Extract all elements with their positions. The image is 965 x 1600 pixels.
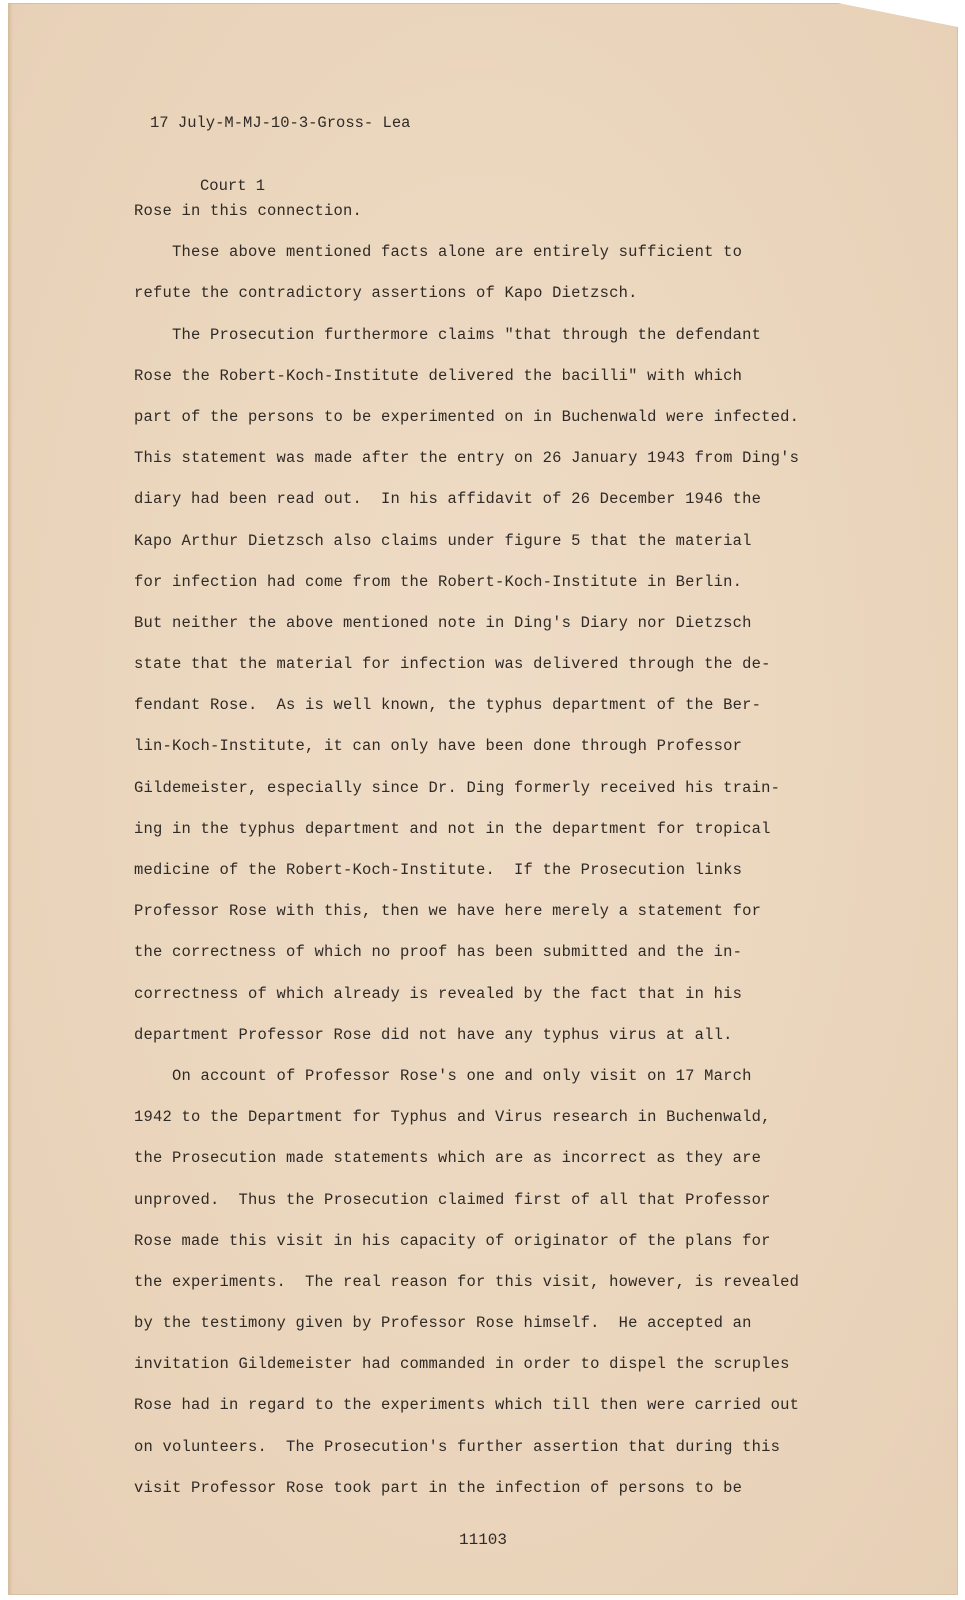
text-line: Rose in this connection.: [134, 202, 363, 220]
text-line: The Prosecution furthermore claims "that through the defendant: [134, 325, 762, 344]
torn-corner: [838, 3, 958, 27]
text-line: the experiments. The real reason for this visit, however, is revealed: [134, 1272, 800, 1291]
text-line: medicine of the Robert-Koch-Institute. If the Prosecution links: [134, 861, 743, 879]
text-line: unproved. Thus the Prosecution claimed first of all that Professor: [134, 1190, 771, 1209]
text-line: Rose had in regard to the experiments which till then were carried out: [134, 1396, 800, 1415]
text-line: These above mentioned facts alone are entirely sufficient to: [134, 243, 743, 262]
text-line: On account of Professor Rose's one and only visit on 17 March: [134, 1066, 752, 1085]
text-line: Professor Rose with this, then we have here merely a statement for: [134, 902, 762, 921]
text-line: lin-Koch-Institute, it can only have been done through Professor: [134, 737, 743, 756]
text-line: the Prosecution made statements which are as incorrect as they are: [134, 1149, 762, 1168]
text-line: fendant Rose. As is well known, the typhus department of the Ber-: [134, 696, 762, 715]
text-line: part of the persons to be experimented on in Buchenwald were infected.: [134, 407, 800, 426]
page-edge-shading: [8, 3, 13, 1595]
text-line: the correctness of which no proof has been submitted and the in-: [134, 943, 743, 962]
page-number: 11103: [458, 1531, 507, 1549]
text-line: visit Professor Rose took part in the infection of persons to be: [134, 1478, 743, 1497]
header-reference: 17 July-M-MJ-10-3-Gross- Lea: [150, 114, 411, 132]
text-line: department Professor Rose did not have any typhus virus at all.: [134, 1025, 733, 1044]
text-line: 1942 to the Department for Typhus and Virus research in Buchenwald,: [134, 1108, 771, 1127]
text-line: diary had been read out. In his affidavit of 26 December 1946 the: [134, 490, 762, 509]
header-court: Court 1: [200, 177, 266, 195]
text-line: This statement was made after the entry on 26 January 1943 from Ding's: [134, 449, 800, 468]
text-line: Gildemeister, especially since Dr. Ding formerly received his train-: [134, 778, 781, 797]
document-body: [134, 191, 954, 1509]
document-page: [8, 3, 958, 1595]
text-line: on volunteers. The Prosecution's further assertion that during this: [134, 1437, 781, 1456]
text-line: Rose made this visit in his capacity of originator of the plans for: [134, 1231, 771, 1250]
text-line: ing in the typhus department and not in the department for tropical: [134, 819, 771, 838]
text-line: refute the contradictory assertions of Kapo Dietzsch.: [134, 284, 638, 303]
text-line: for infection had come from the Robert-Koch-Institute in Berlin.: [134, 572, 743, 591]
text-line: correctness of which already is revealed by the fact that in his: [134, 984, 743, 1003]
text-line: But neither the above mentioned note in Ding's Diary nor Dietzsch: [134, 613, 752, 632]
text-line: state that the material for infection was delivered through the de-: [134, 655, 771, 674]
text-line: by the testimony given by Professor Rose himself. He accepted an: [134, 1314, 752, 1333]
text-line: Kapo Arthur Dietzsch also claims under figure 5 that the material: [134, 531, 752, 550]
text-line: invitation Gildemeister had commanded in order to dispel the scruples: [134, 1355, 790, 1374]
text-line: Rose the Robert-Koch-Institute delivered the bacilli" with which: [134, 366, 743, 385]
